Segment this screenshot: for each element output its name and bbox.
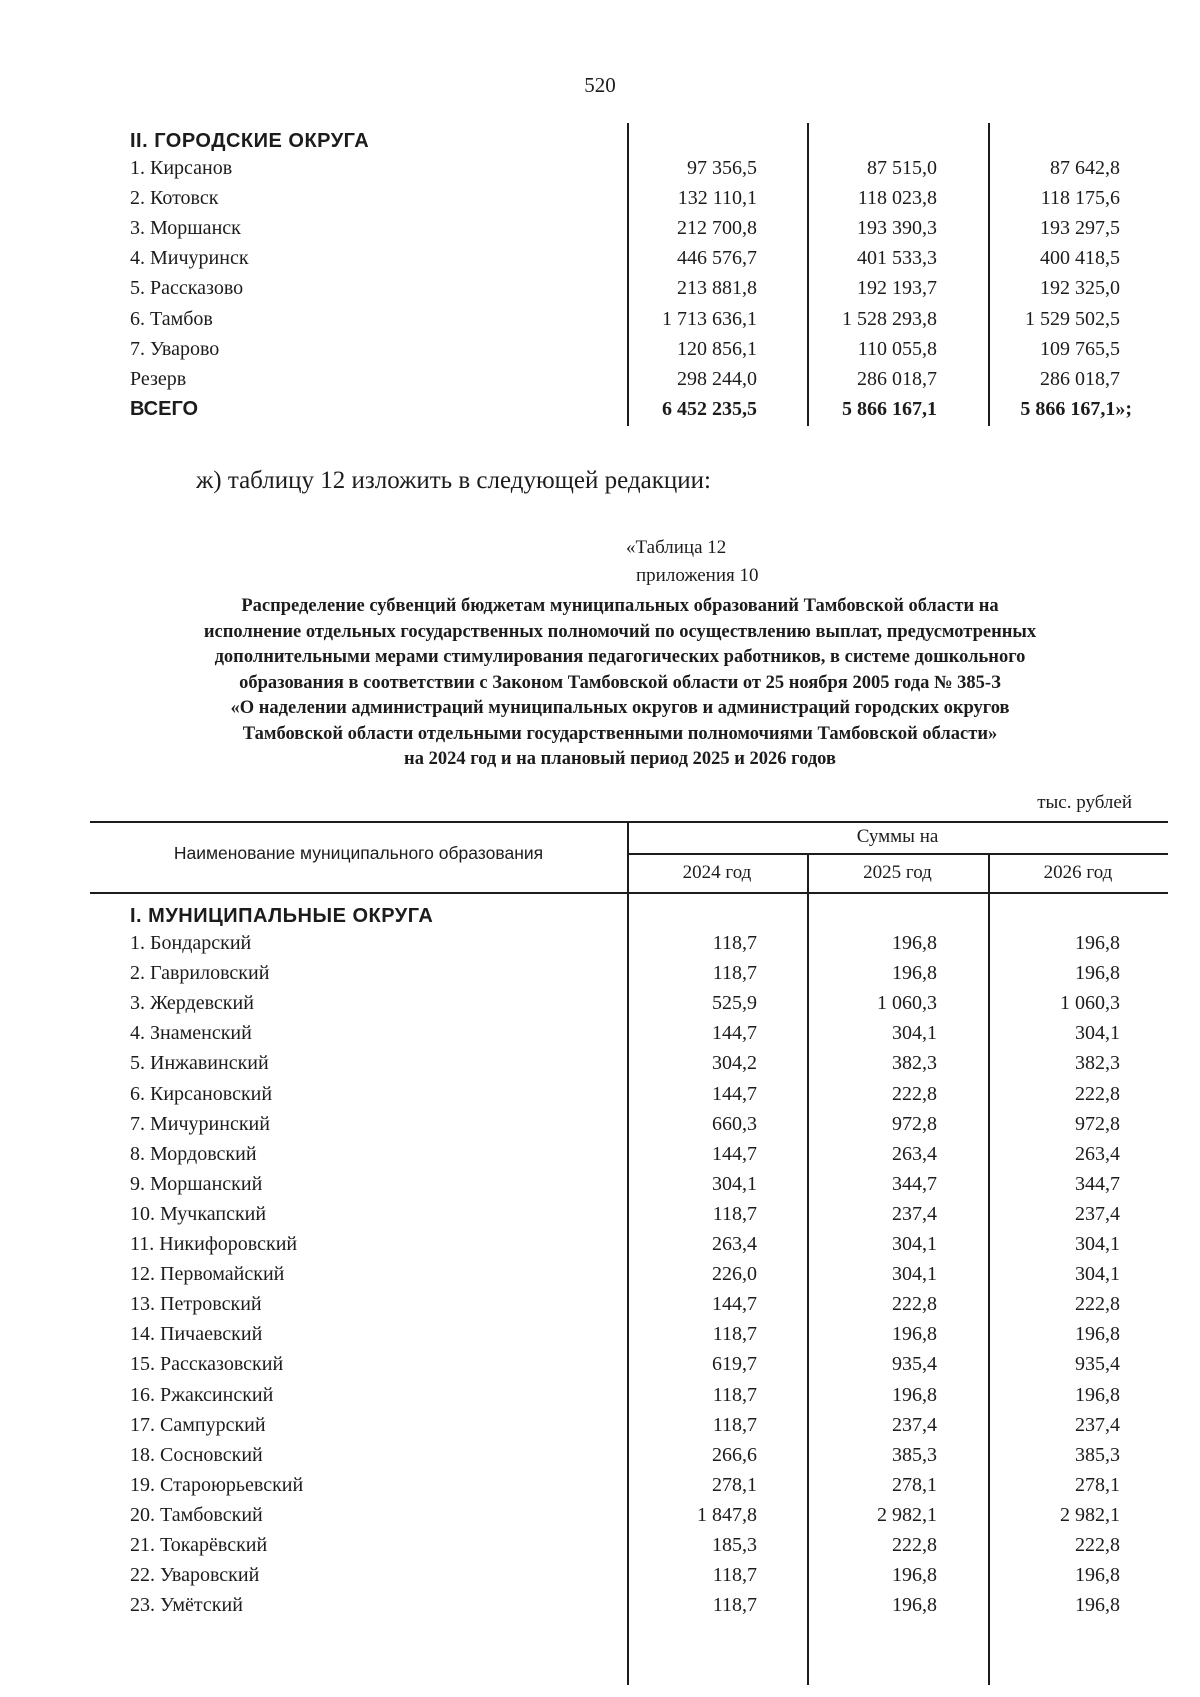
top-table-row (0, 185, 1200, 212)
main-table-cell-2026: 1 060,3 (1060, 992, 1120, 1015)
total-label: ВСЕГО (130, 398, 199, 420)
main-table-cell-2026: 263,4 (1075, 1142, 1120, 1165)
main-table-cell-2025: 344,7 (892, 1172, 937, 1195)
main-table-row (0, 1562, 1200, 1589)
main-table-row (0, 1081, 1200, 1108)
main-table-cell-2025: 237,4 (892, 1202, 937, 1225)
top-table-cell-2024: 298 244,0 (677, 367, 757, 390)
main-table-cell-name: 6. Кирсановский (130, 1082, 273, 1105)
top-table-cell-2025: 118 023,8 (857, 187, 937, 210)
table-heading (100, 594, 1140, 773)
main-table-cell-2026: 304,1 (1075, 1263, 1120, 1286)
total-2025: 5 866 167,1 (842, 398, 937, 420)
header-bottom-rule (90, 892, 1168, 894)
main-table-row (0, 1201, 1200, 1228)
top-table-total-row (0, 396, 1200, 423)
main-table-cell-2025: 196,8 (892, 962, 937, 985)
main-table-cell-name: 12. Первомайский (130, 1263, 285, 1286)
main-table-row (0, 1532, 1200, 1559)
top-table-cell-2026: 87 642,8 (1050, 157, 1120, 179)
main-table-cell-name: 2. Гавриловский (130, 962, 270, 985)
header-sums-on: Суммы на (856, 826, 939, 847)
top-table-cell-2024: 97 356,5 (687, 157, 757, 179)
main-table-row (0, 1141, 1200, 1168)
main-table-row (0, 990, 1200, 1017)
main-table-cell-name: 13. Петровский (130, 1293, 262, 1316)
top-table-cell-2026: 192 325,0 (1040, 277, 1120, 300)
heading-line: исполнение отдельных государственных полномочий по осуществлению выплат, предусмотренных (203, 621, 1037, 642)
main-table-cell-name: 21. Токарёвский (130, 1534, 268, 1556)
heading-line: Тамбовской области отдельными государственными полномочиями Тамбовской области» (242, 723, 998, 744)
top-table-cell-2026: 109 765,5 (1040, 337, 1120, 360)
main-table-cell-2026: 196,8 (1075, 1323, 1120, 1346)
table-reference (626, 534, 758, 590)
main-table-cell-2025: 222,8 (892, 1534, 937, 1556)
main-table-cell-name: 15. Рассказовский (130, 1353, 284, 1376)
top-table-cell-2026: 400 418,5 (1040, 247, 1120, 270)
header-year-2024: 2024 год (682, 862, 752, 883)
main-table-cell-2026: 237,4 (1075, 1413, 1120, 1436)
main-table-cell-name: 23. Умётский (130, 1594, 243, 1617)
main-table-cell-2025: 382,3 (892, 1052, 937, 1075)
top-table-cell-2025: 401 533,3 (857, 247, 937, 270)
main-table-cell-2025: 304,1 (892, 1263, 937, 1286)
main-table-cell-2024: 304,1 (712, 1172, 757, 1195)
main-table-cell-2024: 118,7 (712, 1594, 757, 1617)
main-table-cell-name: 1. Бондарский (130, 932, 252, 954)
top-table-cell-2026: 286 018,7 (1040, 367, 1120, 390)
heading-line: образования в соответствии с Законом Тамбовской области от 25 ноября 2005 года № 385-З (239, 672, 1001, 693)
main-table-cell-name: 14. Пичаевский (130, 1323, 263, 1346)
main-table-cell-2024: 118,7 (712, 932, 757, 954)
main-table-cell-name: 19. Староюрьевский (130, 1473, 304, 1496)
instruction-text: ж) таблицу 12 изложить в следующей редакции: (196, 467, 711, 494)
main-table-cell-name: 17. Сампурский (130, 1413, 266, 1436)
header-top-rule (90, 821, 1168, 823)
top-table-cell-2026: 1 529 502,5 (1025, 307, 1120, 330)
main-table-cell-2026: 222,8 (1075, 1082, 1120, 1105)
main-table-row (0, 930, 1200, 957)
page-number: 520 (584, 73, 616, 97)
main-table-cell-name: 10. Мучкапский (130, 1202, 267, 1225)
top-table-cell-2026: 118 175,6 (1040, 187, 1120, 210)
main-table-cell-name: 9. Моршанский (130, 1172, 263, 1195)
top-table-cell-2025: 1 528 293,8 (842, 307, 937, 330)
heading-line: Распределение субвенций бюджетам муниципальных образований Тамбовской области на (241, 596, 999, 616)
top-table-cell-2024: 446 576,7 (677, 247, 757, 270)
main-table-cell-2025: 196,8 (892, 1594, 937, 1617)
top-table-row (0, 366, 1200, 393)
main-table-section-row (0, 903, 1200, 930)
main-table-cell-2025: 304,1 (892, 1022, 937, 1045)
top-table-cell-name: 6. Тамбов (130, 307, 213, 330)
heading-line: «О наделении администраций муниципальных округов и администраций городских округов (230, 698, 1010, 718)
top-table-cell-name: 3. Моршанск (130, 217, 241, 240)
section-title-municipal-districts: I. МУНИЦИПАЛЬНЫЕ ОКРУГА (130, 905, 434, 927)
section-title-city-districts: II. ГОРОДСКИЕ ОКРУГА (130, 130, 370, 152)
top-table-cell-name: 4. Мичуринск (130, 247, 249, 270)
header-mid-rule (627, 853, 1168, 855)
main-table-row (0, 1382, 1200, 1409)
main-table-cell-2026: 382,3 (1075, 1052, 1120, 1075)
top-table-cell-name: Резерв (130, 367, 187, 390)
main-table-cell-name: 16. Ржаксинский (130, 1383, 274, 1406)
main-table-cell-2025: 1 060,3 (877, 992, 937, 1015)
top-table-cell-2024: 212 700,8 (677, 217, 757, 240)
main-table-cell-2024: 525,9 (712, 992, 757, 1015)
header-year-2025: 2025 год (863, 862, 932, 883)
main-table-cell-2025: 196,8 (892, 1323, 937, 1346)
main-table-cell-2025: 222,8 (892, 1293, 937, 1316)
main-table-cell-2024: 619,7 (712, 1353, 757, 1376)
main-table-cell-2025: 2 982,1 (877, 1503, 937, 1526)
main-table-cell-2025: 196,8 (892, 932, 937, 954)
main-table-cell-2026: 196,8 (1075, 1564, 1120, 1587)
top-table-row (0, 215, 1200, 242)
top-table-cell-2025: 192 193,7 (857, 277, 937, 300)
top-table-row (0, 336, 1200, 363)
main-table-cell-2026: 196,8 (1075, 1383, 1120, 1406)
main-table-cell-name: 20. Тамбовский (130, 1503, 263, 1526)
top-table-row (0, 245, 1200, 272)
top-table-row (0, 306, 1200, 333)
main-table-row (0, 1412, 1200, 1439)
main-table-row (0, 1442, 1200, 1469)
table-reference-line-1: «Таблица 12 (626, 537, 727, 558)
main-table-cell-2026: 2 982,1 (1060, 1503, 1120, 1526)
main-table-cell-2025: 263,4 (892, 1142, 937, 1165)
heading-line: дополнительными мерами стимулирования педагогических работников, в системе дошкольного (214, 647, 1026, 667)
main-table-cell-2024: 144,7 (712, 1022, 757, 1045)
main-table-cell-2024: 263,4 (712, 1233, 757, 1255)
main-table-cell-2025: 385,3 (892, 1443, 937, 1466)
main-table-cell-2026: 278,1 (1075, 1473, 1120, 1496)
top-table-row (0, 275, 1200, 302)
main-table-cell-2024: 278,1 (712, 1473, 757, 1496)
main-table-cell-name: 8. Мордовский (130, 1142, 257, 1165)
top-table-cell-2025: 193 390,3 (857, 217, 937, 240)
main-table-row (0, 1171, 1200, 1198)
main-table-row (0, 1472, 1200, 1499)
main-table-row (0, 1321, 1200, 1348)
header-name-column: Наименование муниципального образования (173, 843, 544, 863)
table-reference-line-2: приложения 10 (636, 565, 759, 586)
top-table-cell-2025: 286 018,7 (857, 367, 937, 390)
main-table-cell-2026: 304,1 (1075, 1022, 1120, 1045)
main-table-cell-2024: 118,7 (712, 1383, 757, 1406)
main-table-row (0, 1261, 1200, 1288)
top-table-cell-2026: 193 297,5 (1040, 217, 1120, 240)
main-table-cell-2025: 278,1 (892, 1473, 937, 1496)
main-table-cell-2026: 222,8 (1075, 1534, 1120, 1556)
main-table-cell-2026: 935,4 (1075, 1353, 1120, 1376)
main-table-cell-name: 18. Сосновский (130, 1443, 263, 1466)
main-table-cell-2025: 196,8 (892, 1564, 937, 1587)
main-table-cell-name: 22. Уваровский (130, 1564, 260, 1587)
main-table-cell-2026: 385,3 (1075, 1443, 1120, 1466)
main-table-cell-name: 4. Знаменский (130, 1022, 252, 1045)
main-table-cell-2024: 118,7 (712, 1202, 757, 1225)
main-table-cell-2026: 972,8 (1075, 1112, 1120, 1135)
top-table-cell-name: 1. Кирсанов (130, 157, 233, 179)
main-table-row (0, 1351, 1200, 1378)
main-table-row (0, 1291, 1200, 1318)
main-table-cell-2025: 972,8 (892, 1112, 937, 1135)
top-table-cell-2024: 213 881,8 (677, 277, 757, 300)
top-table-cell-2024: 132 110,1 (677, 187, 757, 210)
header-year-2026: 2026 год (1043, 862, 1113, 883)
top-table-cell-name: 7. Уварово (130, 337, 220, 360)
main-table-cell-2024: 118,7 (712, 1564, 757, 1587)
main-table-cell-2026: 304,1 (1075, 1233, 1120, 1255)
total-2026: 5 866 167,1»; (1020, 398, 1132, 420)
main-table-cell-name: 5. Инжавинский (130, 1052, 269, 1075)
main-table-cell-2024: 144,7 (712, 1142, 757, 1165)
top-table-cell-2025: 87 515,0 (867, 157, 937, 179)
main-table-cell-2026: 196,8 (1075, 962, 1120, 985)
units-label: тыс. рублей (1037, 792, 1132, 813)
main-table-cell-2026: 237,4 (1075, 1202, 1120, 1225)
main-table-cell-name: 7. Мичуринский (130, 1112, 270, 1135)
total-2024: 6 452 235,5 (662, 398, 757, 420)
main-table-cell-2024: 185,3 (712, 1534, 757, 1556)
main-table-cell-2026: 222,8 (1075, 1293, 1120, 1316)
main-table-cell-2026: 196,8 (1075, 1594, 1120, 1617)
main-table-cell-2024: 144,7 (712, 1293, 757, 1316)
top-table-cell-2024: 120 856,1 (677, 337, 757, 360)
main-table-cell-2025: 237,4 (892, 1413, 937, 1436)
main-table-cell-2024: 266,6 (712, 1443, 757, 1466)
main-table-row (0, 1592, 1200, 1619)
main-table-cell-2024: 144,7 (712, 1082, 757, 1105)
main-table-cell-2024: 1 847,8 (697, 1503, 757, 1526)
main-table-cell-2024: 660,3 (712, 1112, 757, 1135)
main-table-cell-2025: 196,8 (892, 1383, 937, 1406)
top-table-cell-2025: 110 055,8 (857, 337, 937, 360)
top-table-section-row (0, 128, 1200, 155)
main-table-cell-2024: 118,7 (712, 1323, 757, 1346)
main-table-cell-2024: 118,7 (712, 962, 757, 985)
main-table-cell-name: 11. Никифоровский (130, 1233, 298, 1255)
main-table-cell-2026: 344,7 (1075, 1172, 1120, 1195)
main-table-cell-name: 3. Жердевский (130, 992, 254, 1015)
main-table-cell-2024: 118,7 (712, 1413, 757, 1436)
main-table-row (0, 960, 1200, 987)
main-table-row (0, 1111, 1200, 1138)
top-table-cell-name: 5. Рассказово (130, 277, 244, 300)
top-table-row (0, 155, 1200, 182)
main-table-row (0, 1020, 1200, 1047)
top-table-cell-2024: 1 713 636,1 (662, 307, 757, 330)
top-table-cell-name: 2. Котовск (130, 187, 219, 210)
main-table-cell-2026: 196,8 (1075, 932, 1120, 954)
heading-line: на 2024 год и на плановый период 2025 и 2026 годов (404, 749, 836, 769)
main-table-row (0, 1050, 1200, 1077)
main-table-cell-2025: 935,4 (892, 1353, 937, 1376)
main-table-cell-2025: 222,8 (892, 1082, 937, 1105)
main-table-row (0, 1231, 1200, 1258)
main-table-cell-2024: 304,2 (712, 1052, 757, 1075)
main-table-cell-2024: 226,0 (712, 1263, 757, 1286)
main-table-cell-2025: 304,1 (892, 1233, 937, 1255)
main-table-row (0, 1502, 1200, 1529)
